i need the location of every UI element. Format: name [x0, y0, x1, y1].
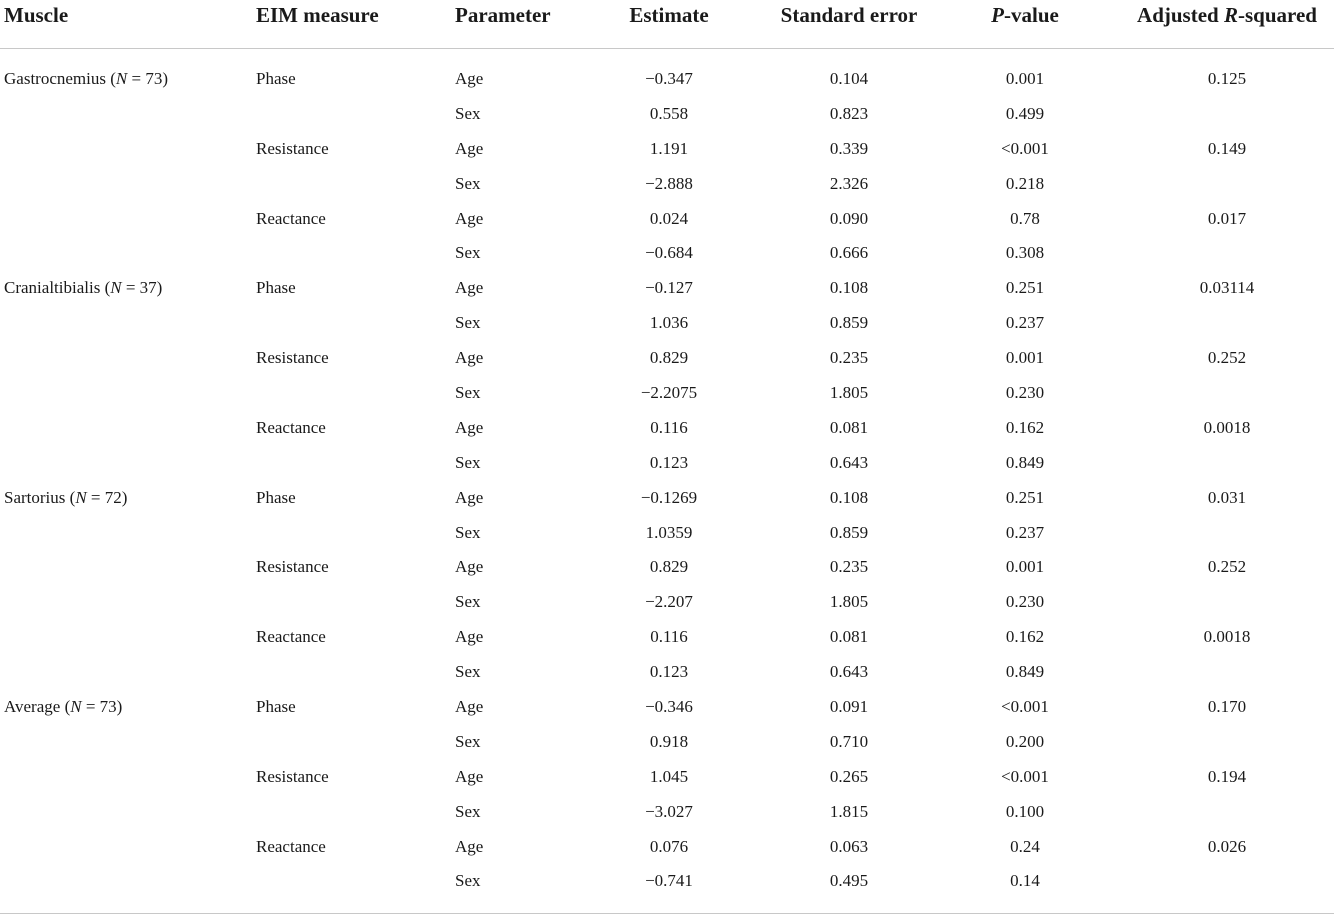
header-parameter: Parameter — [455, 3, 551, 27]
adjusted-r-squared-cell: 0.03114 — [1199, 278, 1255, 298]
table-row — [0, 572, 1334, 612]
eim-measure-cell: Resistance — [256, 138, 329, 158]
table-row — [0, 782, 1334, 821]
estimate-cell: −2.888 — [645, 173, 693, 193]
eim-measure-cell: Phase — [256, 278, 296, 298]
adjusted-r-squared-cell: 0.252 — [1207, 348, 1247, 368]
p-value-cell: 0.218 — [1005, 173, 1045, 193]
p-value-cell: 0.162 — [1005, 627, 1045, 647]
standard-error-cell: 1.805 — [829, 592, 869, 612]
estimate-cell: 0.918 — [649, 731, 689, 751]
parameter-cell: Sex — [455, 662, 481, 682]
p-value-cell: 0.499 — [1005, 103, 1045, 123]
estimate-cell: 0.076 — [649, 836, 689, 856]
estimate-cell: −0.347 — [645, 69, 693, 88]
standard-error-cell: 0.666 — [829, 243, 869, 263]
table-row — [0, 468, 1334, 507]
table-bottom-rule — [0, 913, 1334, 914]
eim-measure-cell: Reactance — [256, 208, 326, 228]
table-row — [0, 537, 1334, 577]
p-value-cell: 0.849 — [1005, 662, 1045, 682]
table-row — [0, 328, 1334, 368]
estimate-cell: −0.127 — [645, 278, 693, 298]
standard-error-cell: 0.108 — [829, 487, 869, 507]
adjusted-r-squared-cell: 0.149 — [1207, 138, 1247, 158]
eim-measure-cell: Reactance — [256, 417, 326, 437]
muscle-n-open: ( — [65, 487, 76, 507]
table-row — [0, 677, 1334, 717]
estimate-cell: −0.684 — [645, 243, 693, 263]
table-row — [0, 119, 1334, 158]
muscle-n-open: ( — [60, 697, 71, 717]
header-adjusted-r-squared — [1110, 0, 1334, 30]
standard-error-cell: 0.339 — [829, 138, 869, 158]
parameter-cell: Sex — [455, 731, 481, 751]
p-value-cell: 0.251 — [1005, 487, 1045, 507]
estimate-cell: −0.1269 — [640, 487, 698, 507]
muscle-n-value: = 72) — [86, 487, 128, 507]
adjusted-r-squared-cell: 0.170 — [1207, 697, 1247, 717]
estimate-cell: 0.024 — [649, 208, 689, 228]
standard-error-cell: 0.710 — [829, 731, 869, 751]
parameter-cell: Sex — [455, 313, 481, 333]
p-value-cell: 0.14 — [1010, 871, 1040, 891]
p-value-cell: 0.849 — [1005, 452, 1045, 472]
standard-error-cell: 0.104 — [829, 69, 869, 88]
estimate-cell: 1.0359 — [645, 522, 693, 542]
p-value-cell: 0.230 — [1005, 592, 1045, 612]
parameter-cell: Sex — [455, 383, 481, 403]
estimate-cell: 0.123 — [649, 662, 689, 682]
estimate-cell: 1.191 — [649, 138, 689, 158]
parameter-cell: Age — [455, 208, 484, 228]
muscle-n-italic: N — [115, 69, 128, 88]
table-row — [0, 607, 1334, 647]
parameter-cell: Sex — [455, 801, 481, 821]
p-value-cell: 0.100 — [1005, 801, 1045, 821]
estimate-cell: 0.123 — [649, 452, 689, 472]
table-row — [0, 258, 1334, 298]
header-eim-measure: EIM measure — [256, 3, 379, 27]
adjusted-r-squared-cell: 0.194 — [1207, 766, 1247, 786]
estimate-cell: 0.829 — [649, 348, 689, 368]
estimate-cell: 1.045 — [649, 766, 689, 786]
p-value-cell: 0.162 — [1005, 417, 1045, 437]
adjusted-r-squared-cell: 0.031 — [1207, 487, 1247, 507]
header-adjusted-prefix: Adjusted — [1137, 3, 1224, 27]
standard-error-cell: 0.859 — [829, 522, 869, 542]
table-row — [0, 189, 1334, 228]
table-header-row — [0, 0, 1334, 49]
standard-error-cell: 2.326 — [829, 173, 869, 193]
parameter-cell: Age — [455, 766, 484, 786]
parameter-cell: Age — [455, 278, 484, 298]
p-value-cell: <0.001 — [1001, 697, 1049, 717]
table-row — [0, 433, 1334, 472]
muscle-n-value: = 73) — [127, 69, 168, 88]
estimate-cell: 0.829 — [649, 557, 689, 577]
header-estimate: Estimate — [629, 3, 709, 27]
parameter-cell: Age — [455, 348, 484, 368]
parameter-cell: Sex — [455, 243, 481, 263]
parameter-cell: Sex — [455, 522, 481, 542]
muscle-name: Average — [4, 697, 61, 717]
parameter-cell: Age — [455, 69, 484, 88]
estimate-cell: 0.116 — [650, 417, 688, 437]
p-value-cell: 0.251 — [1005, 278, 1045, 298]
parameter-cell: Age — [455, 487, 484, 507]
p-value-cell: 0.78 — [1010, 208, 1040, 228]
estimate-cell: −3.027 — [645, 801, 693, 821]
table-body — [0, 49, 1334, 891]
table-row — [0, 398, 1334, 437]
estimate-cell: −0.741 — [645, 871, 693, 891]
table-row — [0, 712, 1334, 751]
standard-error-cell: 0.495 — [829, 871, 869, 891]
table-row — [0, 503, 1334, 542]
parameter-cell: Age — [455, 417, 484, 437]
adjusted-r-squared-cell: 0.252 — [1207, 557, 1247, 577]
muscle-n-value: = 73) — [81, 697, 123, 717]
estimate-cell: 1.036 — [649, 313, 689, 333]
parameter-cell: Sex — [455, 452, 481, 472]
p-value-cell: 0.001 — [1005, 348, 1045, 368]
muscle-n-italic: N — [110, 278, 122, 298]
muscle-n-open: ( — [100, 278, 111, 298]
p-value-cell: <0.001 — [1001, 138, 1049, 158]
muscle-n-value: = 37) — [121, 278, 163, 298]
p-value-cell: 0.001 — [1005, 557, 1045, 577]
standard-error-cell: 0.235 — [829, 348, 869, 368]
p-value-cell: 0.237 — [1005, 522, 1045, 542]
standard-error-cell: 0.859 — [829, 313, 869, 333]
table-row — [0, 642, 1334, 682]
standard-error-cell: 1.805 — [829, 383, 869, 403]
estimate-cell: 0.116 — [650, 627, 688, 647]
muscle-name: Sartorius — [4, 487, 66, 507]
p-value-cell: 0.24 — [1010, 836, 1040, 856]
standard-error-cell: 0.081 — [829, 627, 869, 647]
standard-error-cell: 1.815 — [829, 801, 869, 821]
table-row — [0, 49, 1334, 88]
header-muscle: Muscle — [4, 3, 69, 27]
eim-measure-cell: Resistance — [256, 557, 329, 577]
eim-measure-cell: Resistance — [256, 766, 329, 786]
parameter-cell: Age — [455, 627, 484, 647]
standard-error-cell: 0.090 — [829, 208, 869, 228]
eim-measure-cell: Phase — [256, 697, 296, 717]
muscle-n-italic: N — [75, 487, 87, 507]
header-adjusted-rest: -squared — [1237, 3, 1317, 27]
standard-error-cell: 0.063 — [829, 836, 869, 856]
table-row — [0, 154, 1334, 193]
parameter-cell: Sex — [455, 173, 481, 193]
table-row — [0, 817, 1334, 856]
p-value-cell: <0.001 — [1001, 766, 1049, 786]
parameter-cell: Sex — [455, 592, 481, 612]
estimate-cell: −2.207 — [645, 592, 693, 612]
p-value-cell: 0.200 — [1005, 731, 1045, 751]
table-row — [0, 293, 1334, 333]
header-adjusted-italic: R — [1223, 3, 1238, 27]
table-row — [0, 84, 1334, 123]
header-p-value-rest: -value — [1004, 3, 1059, 27]
eim-measure-cell: Reactance — [256, 627, 326, 647]
adjusted-r-squared-cell: 0.0018 — [1203, 627, 1251, 647]
standard-error-cell: 0.643 — [829, 452, 869, 472]
estimate-cell: −0.346 — [645, 697, 693, 717]
muscle-name: Cranialtibialis — [4, 278, 101, 298]
parameter-cell: Sex — [455, 871, 481, 891]
parameter-cell: Age — [455, 697, 484, 717]
parameter-cell: Age — [455, 138, 484, 158]
standard-error-cell: 0.081 — [829, 417, 869, 437]
adjusted-r-squared-cell: 0.026 — [1207, 836, 1247, 856]
standard-error-cell: 0.265 — [829, 766, 869, 786]
adjusted-r-squared-cell: 0.0018 — [1203, 417, 1251, 437]
p-value-cell: 0.001 — [1005, 69, 1045, 88]
table-row — [0, 851, 1334, 891]
estimate-cell: 0.558 — [649, 103, 689, 123]
standard-error-cell: 0.235 — [829, 557, 869, 577]
standard-error-cell: 0.108 — [829, 278, 869, 298]
muscle-n-open: ( — [105, 69, 116, 88]
table-row — [0, 747, 1334, 786]
adjusted-r-squared-cell: 0.017 — [1207, 208, 1247, 228]
parameter-cell: Age — [455, 557, 484, 577]
parameter-cell: Age — [455, 836, 484, 856]
table-row — [0, 363, 1334, 403]
p-value-cell: 0.230 — [1005, 383, 1045, 403]
p-value-cell: 0.308 — [1005, 243, 1045, 263]
eim-measure-cell: Reactance — [256, 836, 326, 856]
standard-error-cell: 0.643 — [829, 662, 869, 682]
estimate-cell: −2.2075 — [640, 383, 698, 403]
parameter-cell: Sex — [455, 103, 481, 123]
eim-measure-cell: Phase — [256, 487, 296, 507]
p-value-cell: 0.237 — [1005, 313, 1045, 333]
eim-measure-cell: Resistance — [256, 348, 329, 368]
header-p-value — [925, 0, 1125, 30]
muscle-n-italic: N — [70, 697, 82, 717]
table-row — [0, 223, 1334, 263]
muscle-name: Gastrocnemius — [4, 69, 106, 88]
header-p-value-italic: P — [991, 3, 1004, 27]
header-standard-error: Standard error — [780, 3, 918, 27]
standard-error-cell: 0.823 — [829, 103, 869, 123]
adjusted-r-squared-cell: 0.125 — [1207, 69, 1247, 88]
eim-measure-cell: Phase — [256, 69, 296, 88]
standard-error-cell: 0.091 — [829, 697, 869, 717]
